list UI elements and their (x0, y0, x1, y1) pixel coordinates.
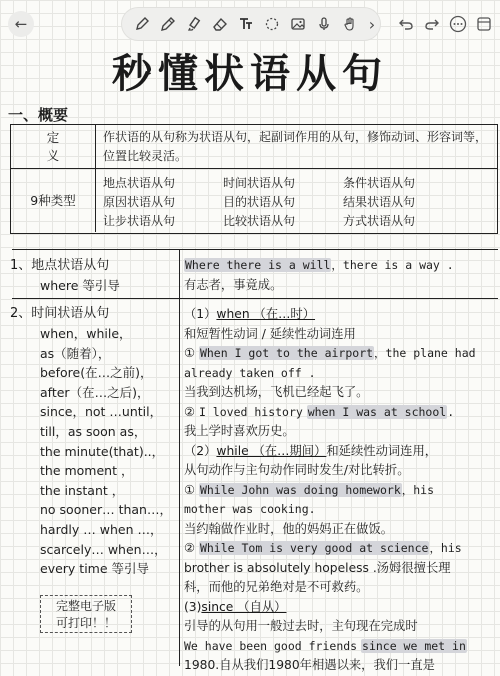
conjunction-item: scarcely… when…， (40, 541, 167, 557)
example-line (184, 539, 496, 559)
subsection-keyword: when （在…时） (216, 307, 316, 321)
example-line: 1980.自从我们1980年相遇以来，我们一直是 (184, 658, 435, 672)
back-arrow-icon: ← (14, 15, 28, 33)
type-item: 条件状语从句 (343, 176, 416, 190)
example-line: mother was cooking. (184, 502, 316, 516)
column-divider-rule (179, 250, 180, 666)
section2-title: 2、时间状语从句 (10, 306, 110, 321)
example-number: ② (184, 404, 196, 419)
image-icon[interactable] (286, 8, 310, 40)
types-grid (103, 174, 493, 230)
conjunction-item: no sooner… than…， (40, 502, 172, 518)
table-top-rule (12, 249, 498, 250)
section1-subtitle: where 等引导 (40, 278, 120, 293)
left-column (10, 256, 176, 579)
conjunction-item: hardly … when …， (40, 521, 163, 537)
subsection-number: （2） (184, 443, 217, 458)
example-translation: 我上学时喜欢历史。 (184, 424, 295, 438)
definition-label: 定 义 (11, 125, 96, 168)
text-tool-icon[interactable] (234, 8, 258, 40)
highlighted-clause: While Tom is very good at science (199, 541, 429, 555)
type-item: 时间状语从句 (223, 176, 296, 190)
example-text: We have been good friends (184, 638, 358, 653)
tool-palette (122, 8, 380, 40)
conjunction-item: since，not …until， (40, 404, 163, 420)
example-text: ，his (401, 482, 435, 497)
toolbar (0, 0, 500, 48)
example-number: ① (184, 482, 196, 497)
type-item: 结果状语从句 (343, 195, 416, 209)
example-text: . (447, 404, 455, 419)
pen-icon[interactable] (130, 8, 154, 40)
example-text: I loved history (198, 404, 303, 419)
subsection-keyword: while （在…期间） (216, 443, 327, 458)
type-item: 比较状语从句 (223, 214, 296, 228)
definition-text: 作状语的从句称为状语从句，起副词作用的从句，修饰动词、形容词等，位置比较灵活。 (103, 130, 488, 163)
since-heading (184, 598, 496, 618)
highlighter-icon[interactable] (182, 8, 206, 40)
example-text: ，the plane had (374, 346, 476, 360)
highlighted-clause: Where there is a will (185, 258, 331, 272)
example-translation: 当约翰做作业时，他的妈妈正在做饭。 (184, 521, 394, 536)
example-line (184, 481, 496, 501)
highlighted-clause: since we met in (362, 638, 466, 653)
types-row (11, 169, 497, 232)
example-line: already taken off . (184, 365, 316, 380)
conjunction-item: till，as soon as， (40, 423, 147, 439)
when-description: 和短暂性动词 / 延续性动词连用 (184, 326, 356, 341)
right-column (184, 256, 496, 676)
conjunction-item: the moment ， (40, 463, 134, 479)
section1-title: 1、地点状语从句 (10, 258, 110, 273)
overview-table (10, 124, 498, 234)
subsection-number: (3) (184, 599, 202, 614)
type-item: 原因状语从句 (103, 195, 176, 209)
example-line (184, 344, 496, 364)
conjunction-item: before(在…之前)， (40, 365, 153, 381)
section1-translation: 有志者，事竟成。 (184, 277, 283, 292)
subsection-keyword: since （自从） (201, 599, 287, 614)
highlighted-clause: when I was at school (307, 404, 447, 419)
while-heading (184, 442, 496, 462)
since-description: 引导的从句用一般过去时，主句现在完成时 (184, 619, 418, 633)
type-item: 目的状语从句 (223, 195, 296, 209)
example-translation: 当我到达机场，飞机已经起飞了。 (184, 385, 369, 399)
eraser-icon[interactable] (208, 8, 232, 40)
while-description: 和延续性动词连用， (326, 443, 438, 458)
overview-heading: 一、概要 (8, 106, 69, 124)
section1-example (184, 256, 496, 276)
back-button[interactable] (8, 11, 34, 37)
subsection-number: （1） (184, 307, 217, 321)
chevron-right-icon: › (368, 14, 376, 34)
types-label: 9种类型 (11, 169, 96, 232)
conjunction-item: the instant ， (40, 482, 125, 498)
example-text: ，there is a way . (331, 258, 454, 272)
definition-row (11, 125, 497, 169)
highlighted-clause: While John was doing homework (199, 482, 401, 497)
page-title: 秒懂状语从句 (112, 50, 388, 97)
lasso-icon[interactable] (260, 8, 284, 40)
example-line: brother is absolutely hopeless .汤姆很擅长理 (184, 560, 451, 575)
more-icon[interactable] (446, 12, 470, 36)
example-number: ② (184, 541, 196, 555)
example-line (184, 403, 496, 423)
microphone-icon[interactable] (312, 8, 336, 40)
undo-icon[interactable] (394, 12, 418, 36)
conjunction-item: after（在…之后)， (40, 384, 150, 400)
hand-icon[interactable] (338, 8, 362, 40)
example-text: ，his (429, 541, 462, 555)
when-heading (184, 305, 496, 325)
example-number: ① (184, 346, 196, 360)
conjunction-item: as（随着）， (40, 345, 111, 361)
conjunction-item: when，while， (40, 326, 132, 341)
print-note: 完整电子版 可打印！！ (40, 595, 132, 633)
example-line (184, 637, 496, 657)
type-item: 地点状语从句 (103, 176, 176, 190)
type-item: 让步状语从句 (103, 214, 176, 228)
example-translation: 科，而他的兄弟绝对是不可救药。 (184, 580, 369, 594)
pencil-icon[interactable] (156, 8, 180, 40)
type-item: 方式状语从句 (343, 214, 416, 228)
layout-icon[interactable] (472, 12, 496, 36)
while-description: 从句动作与主句动作同时发生/对比转折。 (184, 463, 410, 477)
conjunction-item: every time 等引导 (40, 561, 150, 577)
redo-icon[interactable] (420, 12, 444, 36)
highlighted-clause: When I got to the airport (199, 346, 374, 360)
conjunction-item: the minute(that)..， (40, 443, 165, 459)
more-tools-chevron-icon[interactable] (360, 8, 384, 40)
